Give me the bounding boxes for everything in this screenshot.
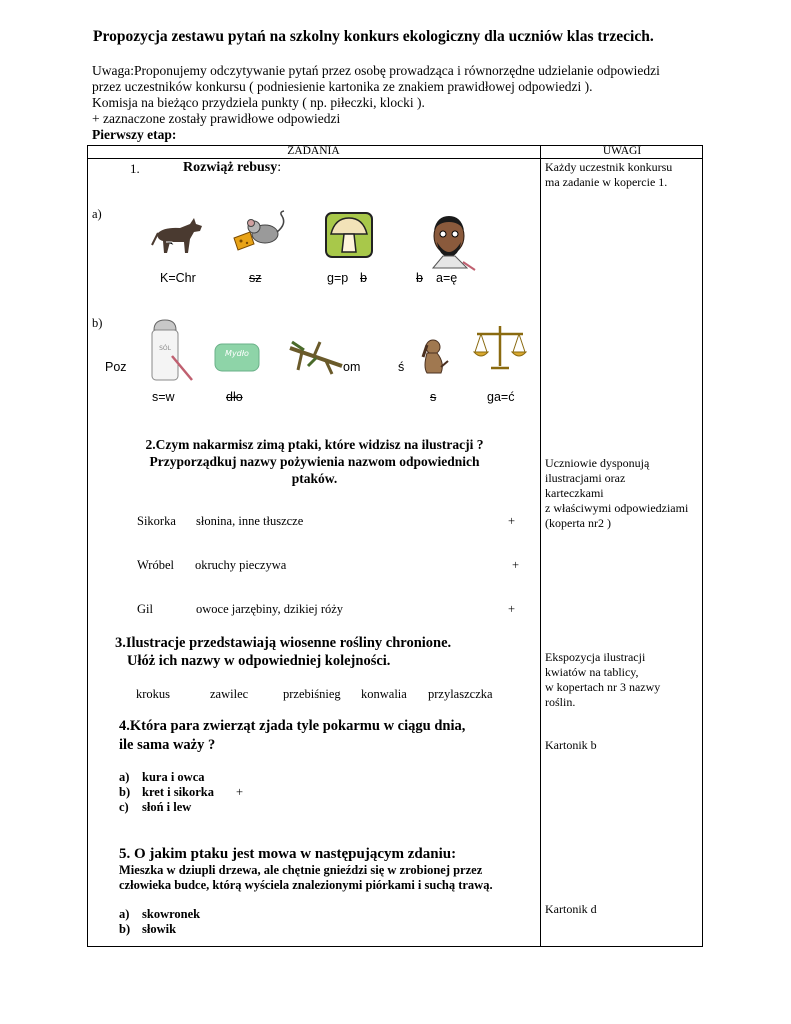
q3-note-line: roślin. (545, 695, 576, 709)
dog-icon (419, 337, 449, 377)
q2-bird-2: Wróbel (137, 558, 174, 572)
q5-option-b-text: słowik (142, 922, 177, 936)
q4-title-line-1: 4.Która para zwierząt zjada tyle pokarmu w ciągu dnia, (119, 718, 466, 734)
q2-title-line-2: Przyporządkuj nazwy pożywienia nazwom odpowiednich (149, 454, 480, 469)
q2-note-line: Uczniowie dysponują (545, 456, 650, 470)
rebus-b-text-2: om (343, 360, 361, 374)
q1-b-label: b) (92, 316, 103, 330)
questions-table (87, 145, 703, 947)
soap-icon (214, 336, 260, 372)
rebus-a-clue-2: sz (249, 271, 262, 285)
q4-note: Kartonik b (545, 738, 597, 752)
q4-title-line-2: ile sama waży ? (119, 737, 216, 753)
q3-plant-4: konwalia (361, 687, 407, 701)
rebus-b-clue-1: s=w (152, 390, 175, 404)
q2-food-2: okruchy pieczywa (195, 558, 287, 572)
q4-option-c-letter: c) (119, 800, 129, 814)
rebus-b-clue-3: s (430, 390, 437, 404)
rebus-a-clue-3: g=p (327, 271, 349, 285)
q2-title-line-1: 2.Czym nakarmisz zimą ptaki, które widzisz na ilustracji ? (145, 437, 484, 452)
q3-note (545, 650, 660, 710)
q5-option-a-text: skowronek (142, 907, 201, 921)
q4-option-b-letter: b) (119, 785, 131, 799)
branch-icon (288, 336, 344, 376)
q1-title-wrap (183, 160, 281, 176)
table-column-divider (540, 145, 541, 947)
intro-line-1: Uwaga:Proponujemy odczytywanie pytań przez osobę prowadząca i równorzędne udzielanie odpowiedzi (92, 63, 660, 78)
man-portrait-icon (425, 212, 477, 272)
q5-option-b-letter: b) (119, 922, 131, 936)
q1-note-line: Każdy uczestnik konkursu (545, 160, 673, 174)
q1-note (545, 160, 672, 190)
column-header-tasks: ZADANIA (287, 145, 340, 157)
soap-label: Mydło (225, 349, 249, 358)
q1-number: 1. (130, 161, 140, 176)
q3-plant-2: zawilec (210, 687, 249, 701)
table-header-divider (87, 158, 703, 159)
q2-note-line: (koperta nr2 ) (545, 516, 611, 530)
mouse-with-cheese-icon (232, 210, 292, 255)
rebus-b-clue-4: ga=ć (487, 390, 515, 404)
rebus-b-clue-2: dło (226, 390, 243, 404)
page-title: Propozycja zestawu pytań na szkolny konkurs ekologiczny dla uczniów klas trzecich. (93, 28, 654, 45)
q5-note: Kartonik d (545, 902, 597, 916)
q2-bird-3: Gil (137, 602, 153, 616)
q2-note (545, 456, 688, 531)
q2-food-1: słonina, inne tłuszcze (196, 514, 304, 528)
column-header-notes: UWAGI (602, 145, 642, 157)
q5-title: 5. O jakim ptaku jest mowa w następującym zdaniu: (119, 846, 457, 862)
rebus-b-text-1: Poz (105, 360, 127, 374)
rebus-b-text-3: ś (398, 360, 405, 374)
donkey-icon (150, 215, 205, 260)
q3-note-line: Ekspozycja ilustracji (545, 650, 646, 664)
q3-plant-1: krokus (136, 687, 171, 701)
q5-sentence-line-2: człowieka budce, którą wyściela znalezionymi piórkami i suchą trawą. (119, 878, 493, 892)
q3-plant-5: przylaszczka (428, 687, 493, 701)
q1-colon: : (277, 160, 282, 175)
rebus-a-clue-4: b (360, 271, 367, 285)
q4-option-a-letter: a) (119, 770, 130, 784)
intro-line-2: przez uczestników konkursu ( podniesienie kartonika ze znakiem prawidłowej odpowiedzi ). (92, 79, 593, 94)
q2-note-line: karteczkami (545, 486, 604, 500)
q2-mark-3: + (508, 602, 516, 616)
q2-note-line: z właściwymi odpowiedziami (545, 501, 689, 515)
q1-a-label: a) (92, 207, 102, 221)
q1-note-line: ma zadanie w kopercie 1. (545, 175, 668, 189)
salt-label: SÓL (159, 345, 171, 352)
q2-mark-1: + (508, 514, 516, 528)
q2-note-line: ilustracjami oraz (545, 471, 626, 485)
q2-mark-2: + (512, 558, 520, 572)
q3-plant-3: przebiśnieg (283, 687, 341, 701)
q4-option-a-text: kura i owca (142, 770, 205, 784)
scales-icon (473, 322, 527, 372)
q4-option-c-text: słoń i lew (142, 800, 192, 814)
q5-option-a-letter: a) (119, 907, 130, 921)
q3-note-line: w kopertach nr 3 nazwy (545, 680, 661, 694)
rebus-a-clue-1: K=Chr (160, 271, 196, 285)
q1-title: Rozwiąż rebusy (183, 160, 278, 175)
q3-note-line: kwiatów na tablicy, (545, 665, 639, 679)
rebus-a-clue-5: b (416, 271, 423, 285)
salt-shaker-icon (148, 316, 198, 384)
q3-title-line-1: 3.Ilustracje przedstawiają wiosenne rośliny chronione. (115, 635, 452, 651)
intro-line-4: + zaznaczone zostały prawidłowe odpowiedzi (92, 111, 341, 126)
q3-title-line-2: Ułóż ich nazwy w odpowiedniej kolejności. (127, 653, 391, 669)
q4-option-b-text: kret i sikorka (142, 785, 214, 799)
q2-title-line-3: ptaków. (291, 471, 338, 486)
mushroom-icon (325, 212, 373, 258)
q4-option-b-mark: + (236, 785, 244, 799)
stage-heading: Pierwszy etap: (92, 127, 177, 142)
rebus-a-clue-6: a=ę (436, 271, 458, 285)
intro-line-3: Komisja na bieżąco przydziela punkty ( np. piłeczki, klocki ). (92, 95, 425, 110)
q2-bird-1: Sikorka (137, 514, 176, 528)
q2-food-3: owoce jarzębiny, dzikiej róży (196, 602, 344, 616)
q5-sentence-line-1: Mieszka w dziupli drzewa, ale chętnie gnieździ się w zrobionej przez (119, 863, 483, 877)
